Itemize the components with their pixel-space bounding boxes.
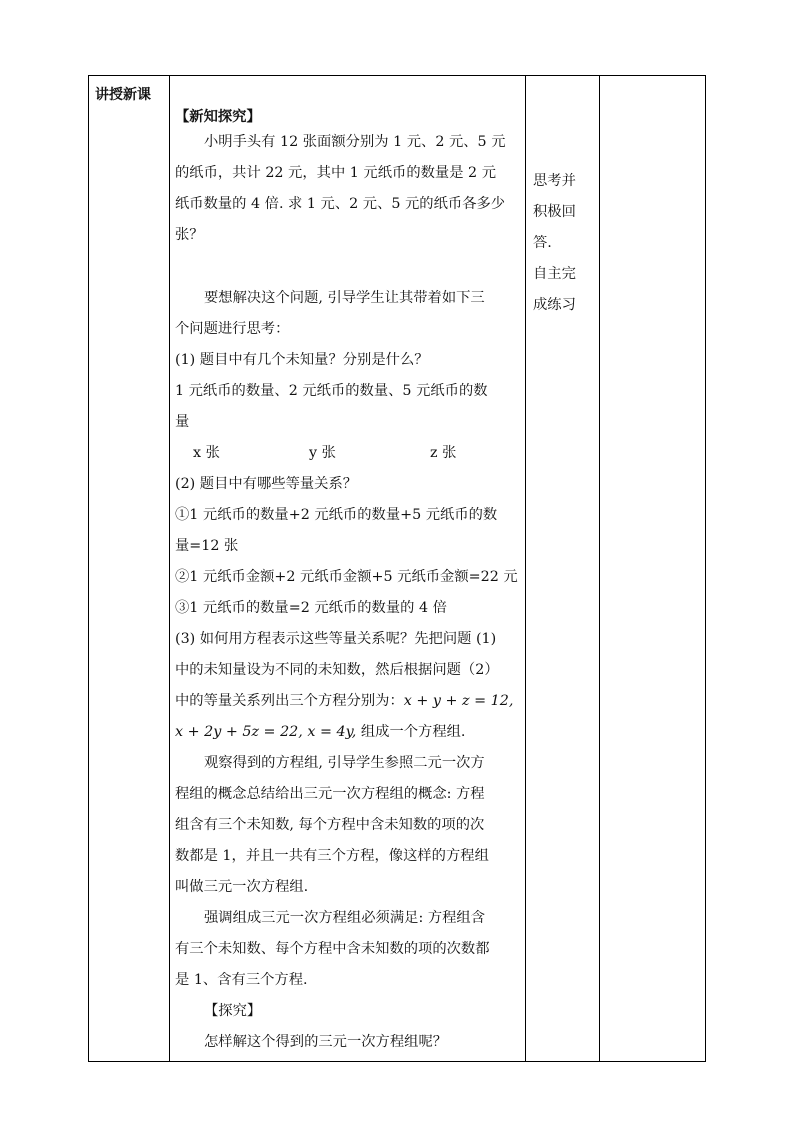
guide-line: 个问题进行思考： [175, 321, 290, 337]
column-divider [169, 76, 170, 1061]
relation-line: 量=12 张 [175, 538, 239, 554]
question-1: (1) 题目中有几个未知量？分别是什么？ [175, 352, 429, 368]
concept-line: 观察得到的方程组, 引导学生参照二元一次方 [204, 755, 485, 771]
column-divider [599, 76, 600, 1061]
section-heading: 【新知探究】 [175, 109, 261, 125]
unknown-z: z 张 [430, 445, 457, 461]
unknown-x: x 张 [193, 445, 220, 461]
equation-1: x + y + z = 12, [403, 693, 514, 709]
equation-line [175, 721, 465, 741]
activity-line: 积极回 [533, 204, 576, 220]
equation-3: x = 4y, [307, 724, 357, 740]
unknown-y: y 张 [309, 445, 336, 461]
concept-line: 程组的概念总结给出三元一次方程组的概念: 方程 [175, 786, 485, 802]
problem-line: 小明手头有 12 张面额分别为 1 元、2 元、5 元 [204, 134, 506, 150]
relation-line: ①1 元纸币的数量+2 元纸币的数量+5 元纸币的数 [175, 507, 498, 523]
equation-suffix: 组成一个方程组. [360, 724, 466, 740]
problem-line: 的纸币，共计 22 元，其中 1 元纸币的数量是 2 元 [175, 165, 496, 181]
activity-line: 答. [533, 235, 552, 251]
relation-line: ②1 元纸币金额+2 元纸币金额+5 元纸币金额=22 元 [175, 569, 518, 585]
problem-line: 纸币数量的 4 倍. 求 1 元、2 元、5 元的纸币各多少 [175, 196, 506, 212]
question-3: (3) 如何用方程表示这些等量关系呢？先把问题 (1) [175, 631, 497, 647]
activity-line: 成练习 [533, 297, 576, 313]
equation-line [175, 690, 513, 710]
answer-line: 量 [175, 414, 190, 430]
emphasis-line: 有三个未知数、每个方程中含未知数的项的次数都 [175, 941, 490, 957]
equation-2: x + 2y + 5z = 22, [175, 724, 303, 740]
question-2: (2) 题目中有哪些等量关系？ [175, 476, 358, 492]
explore-heading: 【探究】 [204, 1003, 262, 1019]
emphasis-line: 强调组成三元一次方程组必须满足: 方程组含 [204, 910, 485, 926]
lesson-table [88, 75, 706, 1062]
activity-line: 自主完 [533, 266, 576, 282]
concept-line: 数都是 1，并且一共有三个方程，像这样的方程组 [175, 848, 489, 864]
guide-line: 要想解决这个问题, 引导学生让其带着如下三 [204, 290, 485, 306]
relation-line: ③1 元纸币的数量=2 元纸币的数量的 4 倍 [175, 600, 447, 616]
answer-line: 1 元纸币的数量、2 元纸币的数量、5 元纸币的数 [175, 383, 488, 399]
activity-line: 思考并 [533, 173, 576, 189]
question-3: 中的未知量设为不同的未知数，然后根据问题（2） [175, 662, 499, 678]
explore-question: 怎样解这个得到的三元一次方程组呢？ [204, 1034, 448, 1050]
concept-line: 组含有三个未知数, 每个方程中含未知数的项的次 [175, 817, 485, 833]
equation-prefix: 中的等量关系列出三个方程分别为： [175, 693, 404, 709]
column-divider [525, 76, 526, 1061]
emphasis-line: 是 1、含有三个方程. [175, 972, 308, 988]
concept-line: 叫做三元一次方程组. [175, 879, 309, 895]
section-label: 讲授新课 [95, 87, 151, 103]
problem-line: 张？ [175, 227, 204, 243]
